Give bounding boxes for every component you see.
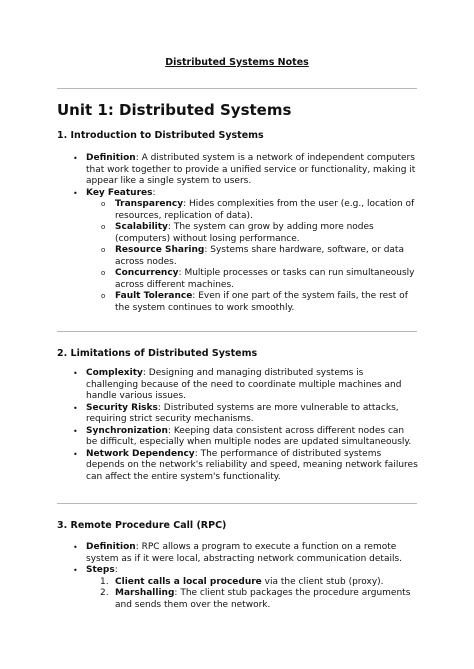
list-item — [0, 542, 418, 565]
item-sep: : — [157, 402, 161, 413]
item-term: Complexity — [86, 368, 143, 378]
item-sep: : — [192, 291, 196, 301]
item-sep: : — [194, 448, 198, 459]
section-1-title: 1. Introduction to Distributed Systems — [57, 130, 264, 141]
item-term: Definition — [86, 542, 136, 552]
sub-list-item — [0, 222, 418, 245]
bullet-icon: • — [73, 154, 78, 163]
item-sep: : — [178, 268, 182, 278]
item-term: Steps — [86, 565, 115, 575]
item-sep: : — [183, 199, 187, 209]
bullet-icon: • — [73, 449, 78, 459]
sub-list-item — [0, 245, 418, 268]
step-text: : The client stub packages the procedure arguments and sends them over the network. — [115, 588, 411, 610]
bullet-icon: • — [73, 566, 78, 575]
item-sep: : — [135, 153, 139, 163]
circle-bullet-icon: o — [101, 246, 106, 254]
item-term: Synchronization — [86, 425, 168, 436]
bullet-icon: • — [73, 543, 78, 552]
section-1-list — [0, 153, 474, 314]
sub-list-item — [0, 291, 418, 314]
item-text: Even if one part of the system fails, the rest of the system continues to work smoothly. — [115, 291, 408, 313]
step-text: via the client stub (proxy). — [261, 576, 384, 587]
divider — [57, 503, 417, 504]
section-3-title: 3. Remote Procedure Call (RPC) — [57, 520, 227, 531]
sub-list-item — [0, 199, 418, 222]
item-term: Resource Sharing — [115, 245, 205, 255]
step-term: Client calls a local procedure — [115, 576, 262, 587]
item-text: Designing and managing distributed systems is challenging because of the need to coordinate multiple machines and handle various issues. — [86, 368, 402, 401]
item-term: Scalability — [115, 222, 168, 232]
section-2-title: 2. Limitations of Distributed Systems — [57, 348, 258, 359]
item-term: Concurrency — [115, 268, 179, 278]
item-sep: : — [152, 187, 156, 198]
divider — [57, 88, 417, 89]
item-sep: : — [167, 222, 171, 232]
item-text: The system can grow by adding more nodes (computers) without losing performance. — [115, 222, 374, 244]
item-term: Fault Tolerance — [115, 291, 193, 301]
section-3-list — [0, 542, 474, 611]
list-item — [0, 368, 418, 403]
item-sep: : — [142, 368, 146, 378]
step-term: Marshalling — [115, 588, 175, 598]
sub-list-item — [0, 268, 418, 291]
list-item — [0, 153, 418, 188]
list-item — [0, 188, 418, 200]
circle-bullet-icon: o — [101, 292, 106, 300]
bullet-icon: • — [73, 369, 78, 378]
list-item — [0, 565, 418, 577]
item-term: Key Features — [86, 187, 153, 198]
bullet-icon: • — [73, 426, 78, 436]
numbered-step — [0, 588, 418, 611]
section-2-list — [0, 368, 474, 483]
bullet-icon: • — [73, 403, 78, 413]
step-number: 1. — [100, 576, 109, 587]
item-sep: : — [114, 565, 118, 575]
item-text: The performance of distributed systems depends on the network's reliability and speed, meaning network failures can affect the entire system's functionality. — [86, 448, 418, 482]
item-text: A distributed system is a network of independent computers that work together to provide a unified service or functionality, making it appear like a single system to users. — [86, 153, 416, 186]
unit-title: Unit 1: Distributed Systems — [57, 101, 292, 119]
item-term: Security Risks — [86, 402, 158, 413]
item-text: Keeping data consistent across different nodes can be difficult, especially when multiple nodes are updated simultaneously. — [86, 425, 412, 447]
item-sep: : — [204, 245, 208, 255]
item-text: RPC allows a program to execute a function on a remote system as if it were local, abstracting network communication details. — [86, 542, 403, 564]
circle-bullet-icon: o — [101, 200, 106, 208]
circle-bullet-icon: o — [101, 269, 106, 277]
item-term: Network Dependency — [86, 448, 195, 459]
document-title: Distributed Systems Notes — [165, 57, 309, 68]
bullet-icon: • — [73, 188, 78, 198]
step-number: 2. — [100, 588, 109, 598]
item-text: Hides complexities from the user (e.g., location of resources, replication of data). — [115, 199, 415, 221]
item-sep: : — [135, 542, 139, 552]
list-item — [0, 403, 418, 426]
list-item — [0, 426, 418, 449]
item-term: Definition — [86, 153, 136, 163]
numbered-step — [0, 577, 418, 589]
item-text: Distributed systems are more vulnerable to attacks, requiring strict security mechanisms. — [86, 402, 399, 424]
circle-bullet-icon: o — [101, 223, 106, 231]
divider — [57, 331, 417, 332]
item-term: Transparency — [115, 199, 184, 209]
item-sep: : — [167, 425, 171, 436]
list-item — [0, 449, 418, 484]
item-text: Multiple processes or tasks can run simultaneously across different machines. — [115, 268, 415, 290]
item-text: Systems share hardware, software, or data across nodes. — [115, 245, 404, 267]
